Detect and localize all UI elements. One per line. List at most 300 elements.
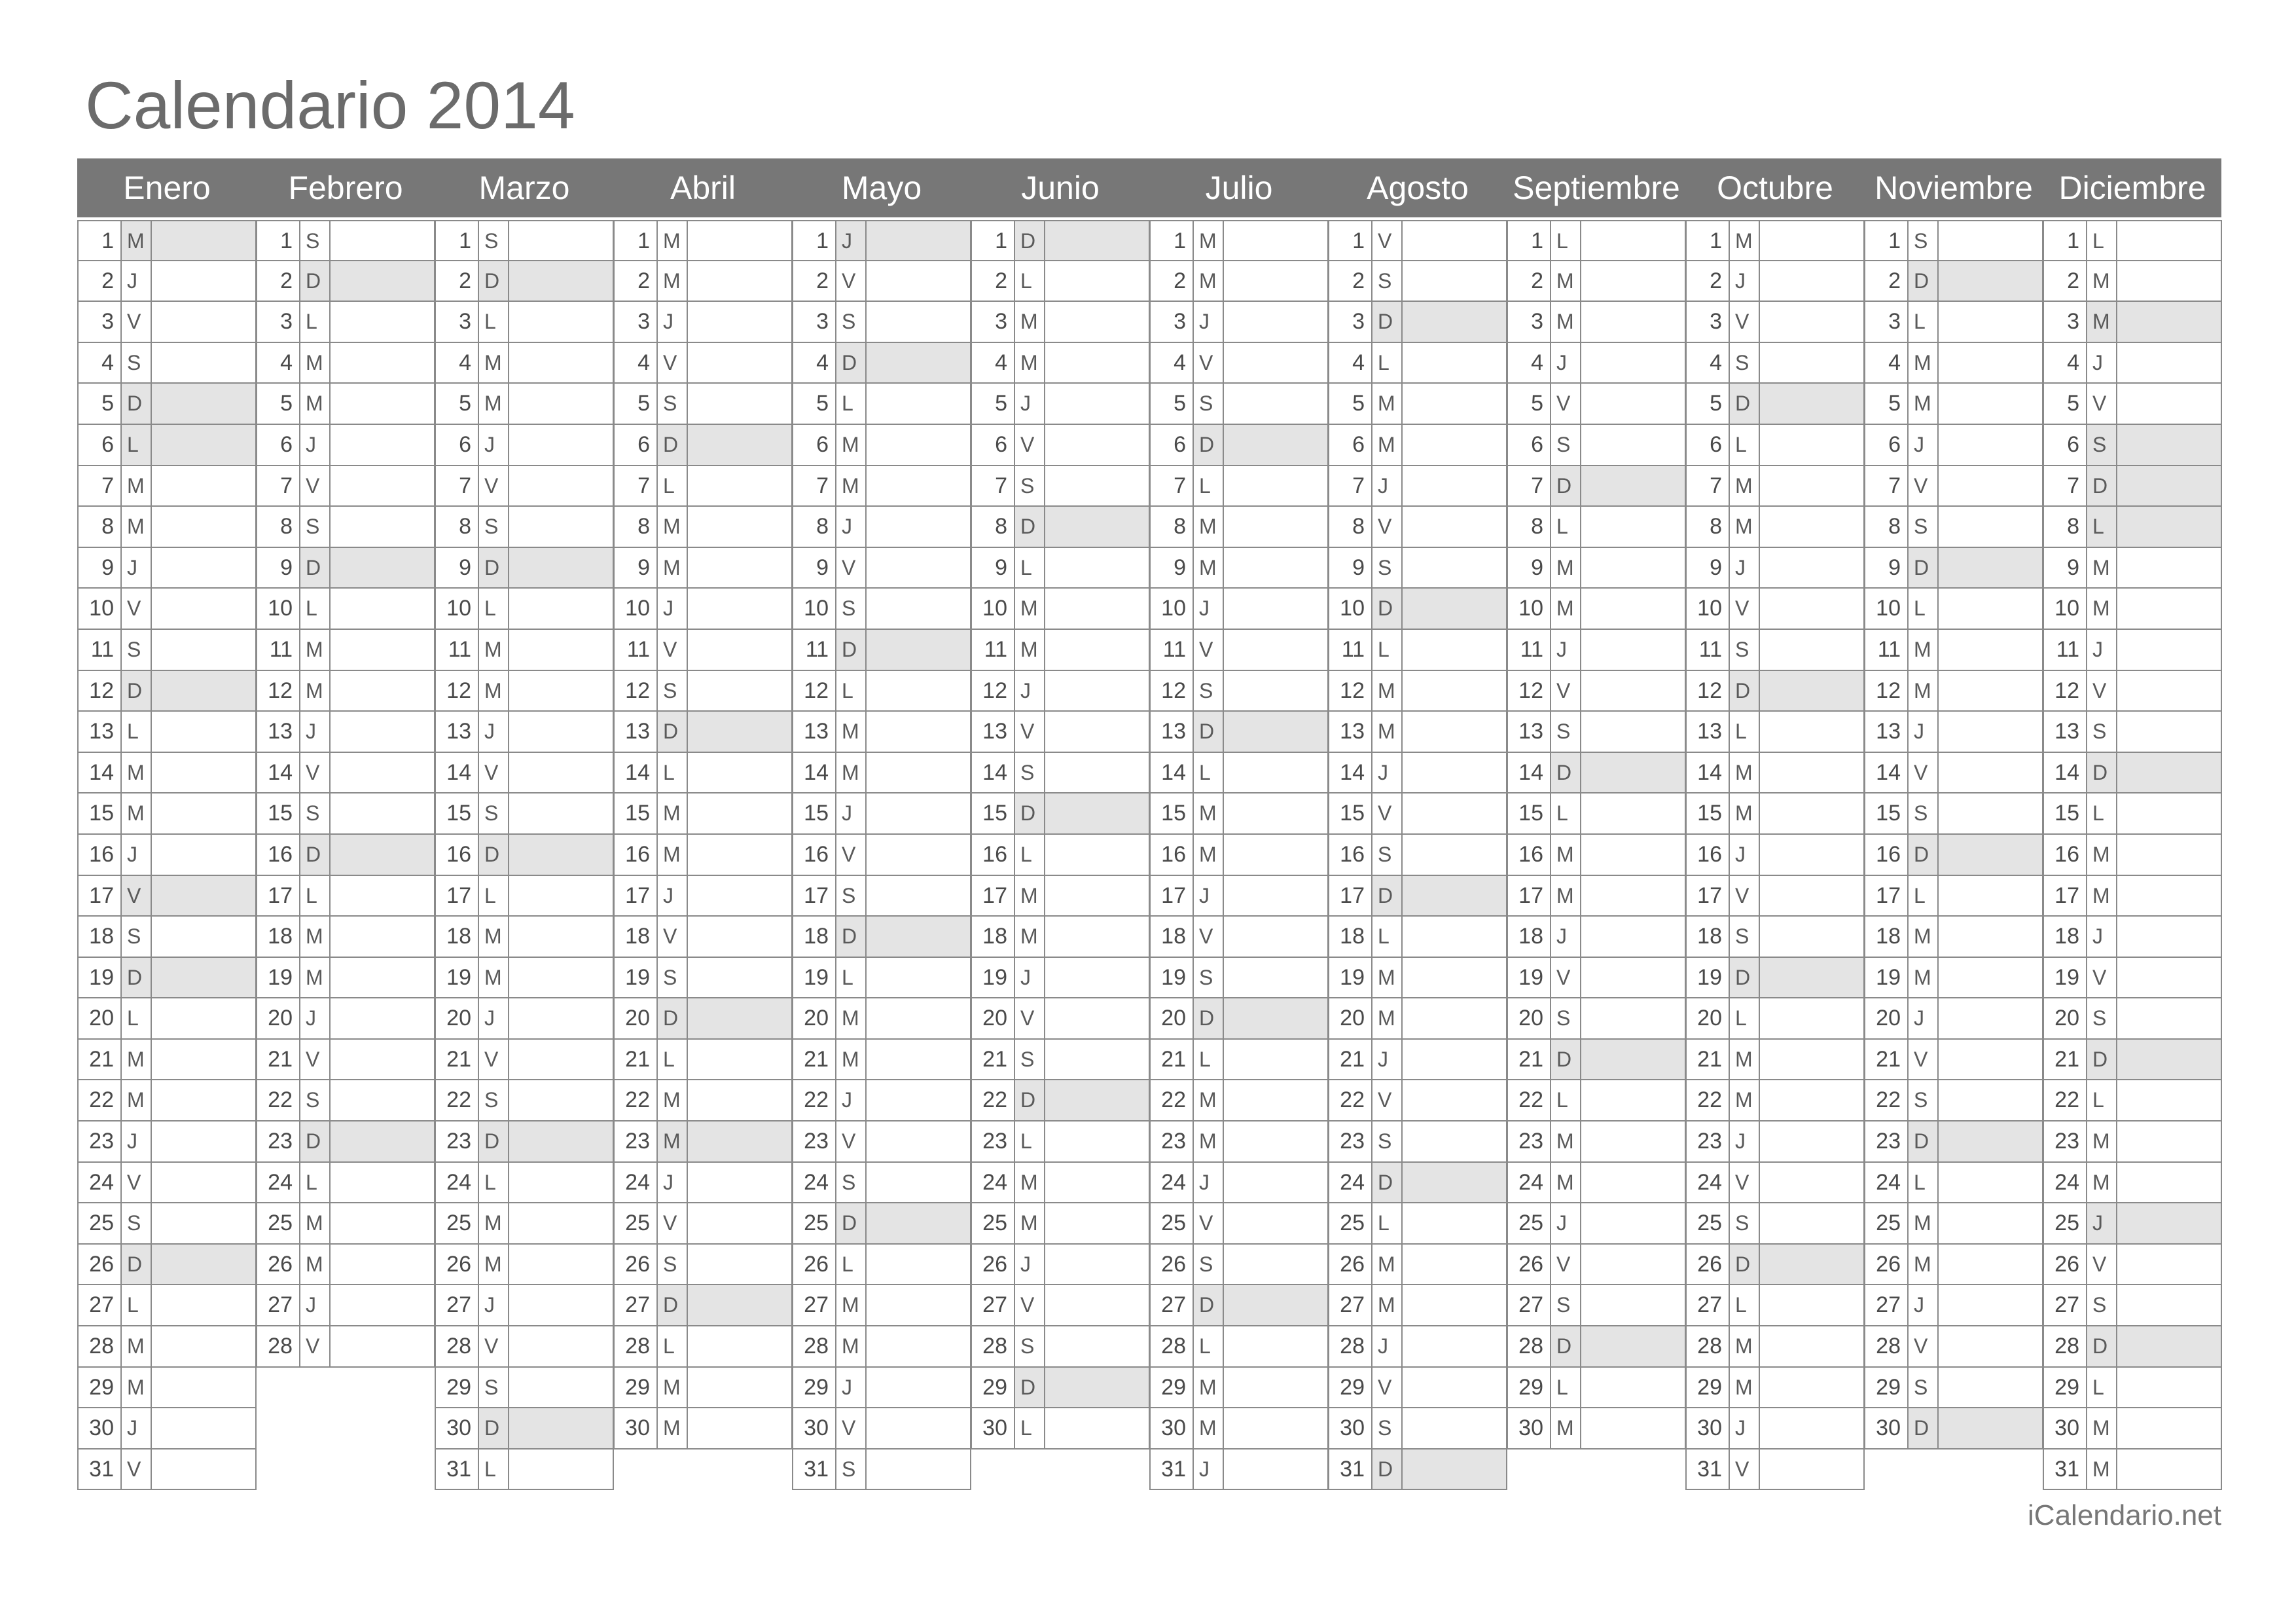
day-row bbox=[1864, 1408, 2043, 1450]
day-row bbox=[256, 425, 435, 466]
day-number: 22 bbox=[1340, 1087, 1365, 1113]
day-number: 3 bbox=[637, 309, 650, 335]
weekday-letter: S bbox=[1014, 1326, 1045, 1366]
weekday-letter: D bbox=[1371, 302, 1403, 342]
note-cell bbox=[1224, 221, 1327, 260]
note-cell bbox=[152, 793, 255, 833]
weekday-letter: D bbox=[120, 1245, 152, 1285]
weekday-letter: M bbox=[1193, 793, 1224, 833]
day-number: 25 bbox=[268, 1211, 293, 1236]
day-row bbox=[1507, 425, 1686, 466]
weekday-letter: S bbox=[1907, 507, 1939, 547]
day-number: 13 bbox=[1518, 719, 1543, 744]
note-cell bbox=[1581, 753, 1685, 793]
day-row bbox=[971, 1368, 1150, 1409]
day-row bbox=[435, 712, 614, 753]
weekday-letter: M bbox=[1371, 425, 1403, 465]
day-number: 1 bbox=[101, 228, 114, 253]
day-number: 22 bbox=[268, 1087, 293, 1113]
day-row bbox=[1864, 876, 2043, 917]
weekday-letter: S bbox=[1193, 671, 1224, 711]
weekday-letter: M bbox=[2086, 1408, 2117, 1448]
weekday-letter: M bbox=[1729, 753, 1760, 793]
day-row bbox=[613, 1203, 793, 1245]
day-row bbox=[435, 425, 614, 466]
day-row bbox=[2043, 630, 2222, 671]
day-number: 8 bbox=[2067, 514, 2079, 539]
day-number: 8 bbox=[101, 514, 114, 539]
day-number: 2 bbox=[1352, 268, 1365, 293]
weekday-letter: V bbox=[835, 1408, 867, 1448]
month-name: Diciembre bbox=[2058, 170, 2206, 206]
day-row bbox=[1507, 302, 1686, 343]
day-row bbox=[1685, 712, 1865, 753]
day-row bbox=[435, 998, 614, 1040]
note-cell bbox=[331, 384, 434, 424]
weekday-letter: L bbox=[1550, 507, 1581, 547]
day-number: 20 bbox=[1876, 1006, 1901, 1031]
note-cell bbox=[1045, 1368, 1149, 1408]
note-cell bbox=[1403, 1285, 1506, 1325]
day-number: 29 bbox=[446, 1374, 471, 1400]
note-cell bbox=[1939, 1245, 2042, 1285]
day-number: 25 bbox=[446, 1211, 471, 1236]
day-number: 27 bbox=[804, 1292, 829, 1318]
note-cell bbox=[509, 671, 613, 711]
day-row bbox=[1685, 1368, 1865, 1409]
day-row bbox=[256, 1040, 435, 1081]
note-cell bbox=[1760, 1408, 1863, 1448]
weekday-letter: L bbox=[1729, 998, 1760, 1038]
day-row bbox=[1685, 876, 1865, 917]
day-row bbox=[1685, 835, 1865, 876]
note-cell bbox=[1224, 1163, 1327, 1203]
day-row bbox=[77, 302, 257, 343]
note-cell bbox=[1045, 466, 1149, 506]
note-cell bbox=[509, 466, 613, 506]
day-number: 13 bbox=[268, 719, 293, 744]
note-cell bbox=[1224, 1368, 1327, 1408]
weekday-letter: D bbox=[1729, 384, 1760, 424]
day-row bbox=[1328, 753, 1507, 794]
day-number: 9 bbox=[280, 555, 293, 580]
note-cell bbox=[1760, 1163, 1863, 1203]
day-row bbox=[77, 998, 257, 1040]
day-number: 5 bbox=[280, 391, 293, 416]
day-number: 15 bbox=[89, 801, 114, 826]
weekday-letter: M bbox=[1193, 507, 1224, 547]
day-number: 5 bbox=[637, 391, 650, 416]
note-cell bbox=[867, 1040, 970, 1080]
weekday-letter: J bbox=[1729, 1408, 1760, 1448]
day-number: 23 bbox=[2054, 1129, 2079, 1154]
day-row bbox=[1507, 917, 1686, 958]
day-row bbox=[971, 835, 1150, 876]
day-row bbox=[256, 220, 435, 261]
note-cell bbox=[867, 302, 970, 342]
day-number: 1 bbox=[816, 228, 829, 253]
weekday-letter: J bbox=[1729, 548, 1760, 588]
weekday-letter: M bbox=[299, 343, 331, 383]
day-number: 8 bbox=[280, 514, 293, 539]
weekday-letter: M bbox=[1193, 221, 1224, 260]
weekday-letter: D bbox=[299, 835, 331, 875]
month-column bbox=[256, 220, 435, 1368]
weekday-letter: J bbox=[656, 876, 688, 916]
note-cell bbox=[1045, 384, 1149, 424]
note-cell bbox=[509, 630, 613, 670]
weekday-letter: S bbox=[1371, 1408, 1403, 1448]
note-cell bbox=[1939, 1408, 2042, 1448]
month-name: Octubre bbox=[1717, 170, 1833, 206]
day-row bbox=[435, 1040, 614, 1081]
note-cell bbox=[2117, 793, 2221, 833]
weekday-letter: L bbox=[1014, 1408, 1045, 1448]
weekday-letter: D bbox=[2086, 1040, 2117, 1080]
note-cell bbox=[331, 221, 434, 260]
day-row bbox=[792, 220, 971, 261]
day-number: 24 bbox=[1518, 1169, 1543, 1195]
weekday-letter: M bbox=[120, 466, 152, 506]
weekday-letter: L bbox=[835, 958, 867, 998]
note-cell bbox=[1403, 425, 1506, 465]
note-cell bbox=[152, 1408, 255, 1448]
month-name: Febrero bbox=[288, 170, 403, 206]
weekday-letter: M bbox=[2086, 261, 2117, 301]
weekday-letter: D bbox=[478, 835, 509, 875]
day-number: 30 bbox=[982, 1415, 1007, 1441]
weekday-letter: M bbox=[1550, 261, 1581, 301]
note-cell bbox=[1224, 1245, 1327, 1285]
weekday-letter: S bbox=[478, 1080, 509, 1120]
day-row bbox=[613, 1080, 793, 1122]
weekday-letter: M bbox=[299, 630, 331, 670]
note-cell bbox=[688, 384, 791, 424]
note-cell bbox=[688, 425, 791, 465]
day-number: 8 bbox=[1174, 514, 1186, 539]
day-row bbox=[77, 548, 257, 589]
weekday-letter: M bbox=[1014, 1163, 1045, 1203]
weekday-letter: J bbox=[120, 835, 152, 875]
weekday-letter: S bbox=[299, 221, 331, 260]
weekday-letter: L bbox=[120, 712, 152, 752]
note-cell bbox=[152, 1163, 255, 1203]
note-cell bbox=[1939, 1080, 2042, 1120]
note-cell bbox=[1045, 261, 1149, 301]
note-cell bbox=[688, 1163, 791, 1203]
day-row bbox=[435, 1245, 614, 1286]
day-number: 21 bbox=[89, 1046, 114, 1072]
day-number: 7 bbox=[816, 473, 829, 498]
note-cell bbox=[509, 958, 613, 998]
day-row bbox=[1149, 917, 1329, 958]
month-name: Agosto bbox=[1367, 170, 1469, 206]
day-number: 8 bbox=[459, 514, 471, 539]
day-number: 25 bbox=[89, 1211, 114, 1236]
day-row bbox=[1685, 753, 1865, 794]
day-row bbox=[1685, 507, 1865, 548]
weekday-letter: M bbox=[1907, 1203, 1939, 1243]
day-row bbox=[1328, 917, 1507, 958]
day-number: 26 bbox=[1161, 1251, 1186, 1277]
weekday-letter: L bbox=[2086, 221, 2117, 260]
day-row bbox=[2043, 1408, 2222, 1450]
note-cell bbox=[1581, 1040, 1685, 1080]
note-cell bbox=[2117, 343, 2221, 383]
note-cell bbox=[509, 876, 613, 916]
day-row bbox=[1149, 1203, 1329, 1245]
day-row bbox=[256, 958, 435, 999]
weekday-letter: V bbox=[2086, 384, 2117, 424]
note-cell bbox=[688, 1203, 791, 1243]
note-cell bbox=[1760, 998, 1863, 1038]
month-column bbox=[2043, 220, 2222, 1490]
weekday-letter: S bbox=[1014, 466, 1045, 506]
day-number: 26 bbox=[1876, 1251, 1901, 1277]
note-cell bbox=[688, 998, 791, 1038]
day-row bbox=[1149, 261, 1329, 302]
weekday-letter: M bbox=[1193, 1368, 1224, 1408]
note-cell bbox=[1581, 507, 1685, 547]
note-cell bbox=[2117, 671, 2221, 711]
weekday-letter: M bbox=[835, 425, 867, 465]
note-cell bbox=[1581, 998, 1685, 1038]
note-cell bbox=[152, 548, 255, 588]
note-cell bbox=[1760, 1122, 1863, 1161]
day-number: 26 bbox=[1340, 1251, 1365, 1277]
day-row bbox=[1685, 630, 1865, 671]
weekday-letter: M bbox=[1014, 917, 1045, 957]
note-cell bbox=[1939, 630, 2042, 670]
day-row bbox=[256, 630, 435, 671]
note-cell bbox=[1224, 630, 1327, 670]
weekday-letter: L bbox=[1729, 712, 1760, 752]
day-row bbox=[1328, 302, 1507, 343]
note-cell bbox=[331, 793, 434, 833]
day-row bbox=[1864, 1040, 2043, 1081]
day-row bbox=[971, 1285, 1150, 1326]
note-cell bbox=[867, 1203, 970, 1243]
weekday-letter: L bbox=[120, 425, 152, 465]
day-number: 27 bbox=[268, 1292, 293, 1318]
day-row bbox=[1864, 1285, 2043, 1326]
note-cell bbox=[867, 712, 970, 752]
weekday-letter: L bbox=[1729, 425, 1760, 465]
day-number: 19 bbox=[625, 964, 650, 990]
month-header-bar bbox=[77, 158, 2221, 217]
weekday-letter: M bbox=[1550, 1122, 1581, 1161]
day-row bbox=[77, 958, 257, 999]
weekday-letter: S bbox=[1729, 630, 1760, 670]
note-cell bbox=[688, 1080, 791, 1120]
day-number: 6 bbox=[1174, 431, 1186, 457]
day-number: 9 bbox=[637, 555, 650, 580]
note-cell bbox=[509, 548, 613, 588]
note-cell bbox=[688, 1245, 791, 1285]
note-cell bbox=[1760, 1326, 1863, 1366]
note-cell bbox=[688, 589, 791, 629]
day-row bbox=[1507, 1163, 1686, 1204]
day-row bbox=[1685, 1080, 1865, 1122]
weekday-letter: M bbox=[1550, 835, 1581, 875]
note-cell bbox=[1760, 1285, 1863, 1325]
day-row bbox=[1328, 1285, 1507, 1326]
weekday-letter: S bbox=[835, 876, 867, 916]
weekday-letter: V bbox=[478, 1326, 509, 1366]
day-row bbox=[435, 876, 614, 917]
weekday-letter: D bbox=[1371, 876, 1403, 916]
note-cell bbox=[1045, 793, 1149, 833]
day-row bbox=[792, 630, 971, 671]
day-row bbox=[2043, 1080, 2222, 1122]
weekday-letter: M bbox=[656, 507, 688, 547]
weekday-letter: S bbox=[835, 1163, 867, 1203]
note-cell bbox=[152, 425, 255, 465]
day-number: 25 bbox=[1697, 1211, 1722, 1236]
day-row bbox=[77, 1080, 257, 1122]
day-row bbox=[792, 917, 971, 958]
day-number: 29 bbox=[625, 1374, 650, 1400]
day-row bbox=[1328, 630, 1507, 671]
day-row bbox=[792, 793, 971, 835]
day-row bbox=[613, 466, 793, 507]
note-cell bbox=[1939, 876, 2042, 916]
note-cell bbox=[867, 1326, 970, 1366]
note-cell bbox=[331, 753, 434, 793]
day-row bbox=[77, 712, 257, 753]
weekday-letter: V bbox=[1729, 589, 1760, 629]
day-number: 7 bbox=[459, 473, 471, 498]
note-cell bbox=[509, 1040, 613, 1080]
day-number: 11 bbox=[805, 636, 829, 662]
weekday-letter: V bbox=[656, 917, 688, 957]
weekday-letter: S bbox=[1729, 917, 1760, 957]
note-cell bbox=[1224, 1326, 1327, 1366]
month-column bbox=[435, 220, 614, 1490]
day-number: 16 bbox=[1697, 841, 1722, 867]
day-row bbox=[2043, 1122, 2222, 1163]
weekday-letter: S bbox=[120, 917, 152, 957]
note-cell bbox=[152, 998, 255, 1038]
note-cell bbox=[1403, 958, 1506, 998]
day-number: 26 bbox=[89, 1251, 114, 1277]
day-number: 4 bbox=[101, 350, 114, 375]
weekday-letter: M bbox=[120, 753, 152, 793]
note-cell bbox=[867, 835, 970, 875]
weekday-letter: L bbox=[656, 1326, 688, 1366]
weekday-letter: D bbox=[1014, 507, 1045, 547]
note-cell bbox=[688, 712, 791, 752]
day-number: 8 bbox=[637, 514, 650, 539]
day-number: 21 bbox=[2054, 1046, 2079, 1072]
day-number: 20 bbox=[1161, 1006, 1186, 1031]
day-number: 8 bbox=[995, 514, 1007, 539]
weekday-letter: M bbox=[1193, 548, 1224, 588]
day-row bbox=[1328, 1408, 1507, 1450]
note-cell bbox=[1581, 302, 1685, 342]
day-number: 6 bbox=[637, 431, 650, 457]
weekday-letter: S bbox=[1907, 1368, 1939, 1408]
weekday-letter: J bbox=[1550, 343, 1581, 383]
day-number: 3 bbox=[995, 309, 1007, 335]
day-row bbox=[435, 793, 614, 835]
day-number: 15 bbox=[268, 801, 293, 826]
note-cell bbox=[152, 1285, 255, 1325]
note-cell bbox=[867, 998, 970, 1038]
weekday-letter: M bbox=[656, 548, 688, 588]
day-row bbox=[1328, 835, 1507, 876]
day-number: 21 bbox=[1340, 1046, 1365, 1072]
weekday-letter: J bbox=[2086, 917, 2117, 957]
note-cell bbox=[1403, 221, 1506, 260]
weekday-letter: M bbox=[2086, 302, 2117, 342]
weekday-letter: M bbox=[1193, 1408, 1224, 1448]
day-row bbox=[1149, 998, 1329, 1040]
day-number: 6 bbox=[2067, 431, 2079, 457]
day-number: 17 bbox=[1697, 883, 1722, 908]
day-number: 10 bbox=[1876, 596, 1901, 621]
weekday-letter: S bbox=[835, 302, 867, 342]
day-number: 22 bbox=[1518, 1087, 1543, 1113]
day-row bbox=[2043, 1040, 2222, 1081]
day-number: 13 bbox=[1340, 719, 1365, 744]
day-number: 9 bbox=[101, 555, 114, 580]
weekday-letter: V bbox=[1550, 671, 1581, 711]
day-number: 7 bbox=[101, 473, 114, 498]
weekday-letter: M bbox=[478, 671, 509, 711]
day-number: 7 bbox=[1710, 473, 1722, 498]
day-number: 15 bbox=[982, 801, 1007, 826]
day-row bbox=[1149, 425, 1329, 466]
note-cell bbox=[1760, 671, 1863, 711]
note-cell bbox=[331, 1203, 434, 1243]
day-number: 30 bbox=[1161, 1415, 1186, 1441]
note-cell bbox=[1224, 384, 1327, 424]
weekday-letter: L bbox=[656, 466, 688, 506]
note-cell bbox=[867, 1163, 970, 1203]
day-number: 2 bbox=[101, 268, 114, 293]
day-number: 17 bbox=[89, 883, 114, 908]
weekday-letter: D bbox=[835, 630, 867, 670]
day-number: 18 bbox=[982, 924, 1007, 949]
day-number: 27 bbox=[1161, 1292, 1186, 1318]
weekday-letter: D bbox=[299, 548, 331, 588]
weekday-letter: V bbox=[1907, 1040, 1939, 1080]
note-cell bbox=[688, 630, 791, 670]
day-row bbox=[2043, 343, 2222, 384]
day-row bbox=[435, 1163, 614, 1204]
note-cell bbox=[152, 835, 255, 875]
month-column bbox=[792, 220, 971, 1490]
note-cell bbox=[688, 466, 791, 506]
day-number: 19 bbox=[1161, 964, 1186, 990]
note-cell bbox=[2117, 876, 2221, 916]
day-row bbox=[971, 671, 1150, 712]
note-cell bbox=[509, 384, 613, 424]
note-cell bbox=[331, 712, 434, 752]
note-cell bbox=[152, 753, 255, 793]
day-row bbox=[1328, 548, 1507, 589]
note-cell bbox=[1581, 793, 1685, 833]
weekday-letter: L bbox=[1193, 1326, 1224, 1366]
note-cell bbox=[1760, 1368, 1863, 1408]
note-cell bbox=[1403, 1080, 1506, 1120]
weekday-letter: L bbox=[1014, 548, 1045, 588]
day-row bbox=[77, 630, 257, 671]
day-row bbox=[1685, 1408, 1865, 1450]
day-number: 7 bbox=[2067, 473, 2079, 498]
day-number: 21 bbox=[804, 1046, 829, 1072]
